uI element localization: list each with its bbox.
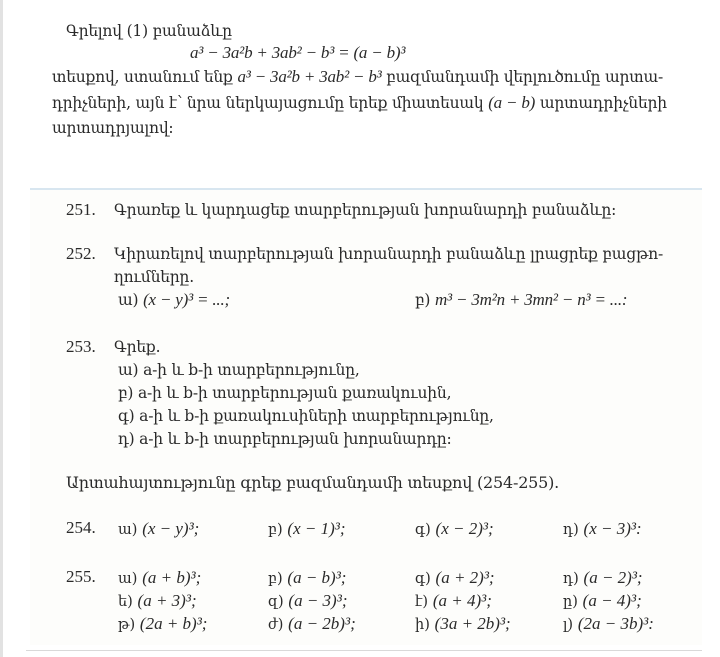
exercise-252-item-b — [415, 290, 627, 310]
item-expr: (x − 3)³: — [583, 519, 642, 538]
item-label: թ) — [118, 617, 136, 633]
exercise-255-item — [415, 568, 495, 588]
exercise-255-item — [268, 568, 346, 588]
item-expr: (a − 2)³; — [583, 568, 643, 587]
item-expr: (x − y)³ = ...; — [143, 290, 230, 309]
intro-line-4-expr: (a − b) — [488, 93, 536, 112]
item-label: գ) — [415, 522, 431, 538]
intro-line-3-expr: a³ − 3a²b + 3ab² − b³ — [237, 67, 382, 86]
item-expr: (a + 4)³; — [432, 591, 492, 610]
intro-line-4-post: արտադրիչների — [539, 94, 667, 112]
exercise-number-254: 254. — [66, 518, 96, 537]
exercise-255-item — [415, 591, 492, 611]
item-expr: (x − 2)³; — [435, 519, 494, 538]
item-label: բ) — [268, 522, 283, 538]
item-label: դ) — [563, 571, 579, 587]
intro-line-3-post: բազմանդամի վերլուծումը արտա- — [386, 68, 664, 86]
item-text: a-ի և b-ի տարբերության խորանարդը: — [139, 430, 452, 448]
item-label: գ) — [118, 407, 135, 425]
item-label: ա) — [118, 291, 139, 309]
exercise-253-item — [118, 407, 494, 425]
item-label: է) — [415, 594, 429, 610]
exercise-255-item — [268, 614, 356, 634]
item-expr: (x − 1)³; — [287, 519, 346, 538]
exercise-255-item — [118, 568, 201, 588]
item-label: ա) — [118, 571, 138, 587]
item-expr: (2a − 3b)³: — [577, 614, 654, 633]
intro-line-4-pre: դրիչների, այն է՝ նրա ներկայացումը երեք միատեսակ — [52, 94, 484, 112]
page-bottom-rule — [26, 650, 702, 651]
intro-line-5: արտադրյալով: — [52, 119, 174, 137]
intro-line-4 — [52, 93, 667, 113]
exercise-255-item — [563, 614, 654, 634]
exercise-253-item — [118, 384, 451, 402]
item-expr: (3a + 2b)³; — [434, 614, 511, 633]
exercise-255-item — [563, 568, 643, 588]
exercise-254-item — [118, 519, 199, 539]
exercise-254-item — [563, 519, 642, 539]
item-text: a-ի և b-ի քառակուսիների տարբերությունը, — [139, 407, 494, 425]
item-label: ա) — [118, 361, 139, 379]
item-expr: (2a + b)³; — [139, 614, 208, 633]
exercise-251-text: Գրառեք և կարդացեք տարբերության խորանարդի բանաձևը: — [114, 201, 617, 219]
item-expr: (a + b)³; — [142, 568, 202, 587]
item-label: ժ) — [268, 617, 284, 633]
item-expr: (a − 3)³; — [288, 591, 348, 610]
exercise-255-item — [268, 591, 347, 611]
exercise-255-item — [415, 614, 511, 634]
exercise-255-item — [118, 591, 197, 611]
item-expr: (a − b)³; — [287, 568, 347, 587]
intro-line-3-pre: տեսքով, ստանում ենք — [52, 68, 233, 86]
item-label: ի) — [415, 617, 430, 633]
item-expr: (a + 3)³; — [137, 591, 197, 610]
exercise-252-item-a — [118, 290, 230, 310]
item-label: զ) — [268, 594, 284, 610]
exercise-253-item — [118, 361, 360, 379]
item-label: բ) — [268, 571, 283, 587]
item-text: a-ի և b-ի տարբերությունը, — [143, 361, 360, 379]
exercise-number-255: 255. — [66, 567, 96, 586]
item-text: a-ի և b-ի տարբերության քառակուսին, — [137, 384, 452, 402]
exercise-252-text-1: Կիրառելով տարբերության խորանարդի բանաձևը լրացրեք բացթո- — [114, 245, 664, 263]
item-label: դ) — [118, 430, 135, 448]
intro-formula: a³ − 3a²b + 3ab² − b³ = (a − b)³ — [190, 43, 406, 62]
exercise-253-text: Գրեք. — [114, 338, 161, 356]
item-label: բ) — [415, 291, 431, 309]
item-label: լ) — [563, 617, 574, 633]
item-label: գ) — [415, 571, 431, 587]
item-expr: (a − 2b)³; — [288, 614, 356, 633]
exercise-255-item — [563, 591, 642, 611]
item-label: ե) — [118, 594, 133, 610]
exercise-number-253: 253. — [66, 337, 96, 356]
item-label: դ) — [563, 522, 579, 538]
intro-line-3 — [52, 67, 663, 87]
intro-line-1: Գրելով (1) բանաձևը — [66, 22, 232, 40]
exercise-253-item — [118, 430, 452, 448]
exercise-254-item — [268, 519, 346, 539]
exercise-252-text-2: ղումները. — [114, 268, 194, 286]
item-label: ը) — [563, 594, 578, 610]
item-expr: (a − 4)³; — [582, 591, 642, 610]
item-expr: (x − y)³; — [142, 519, 200, 538]
intro-section — [0, 0, 720, 180]
instruction-254-255: Արտահայտությունը գրեք բազմանդամի տեսքով (254-255). — [66, 473, 560, 492]
exercise-254-item — [415, 519, 494, 539]
exercise-255-item — [118, 614, 207, 634]
item-expr: m³ − 3m²n + 3mn² − n³ = ...: — [434, 290, 628, 309]
exercise-number-252: 252. — [66, 244, 96, 263]
item-expr: (a + 2)³; — [435, 568, 495, 587]
item-label: ա) — [118, 522, 138, 538]
item-label: բ) — [118, 384, 134, 402]
exercise-number-251: 251. — [66, 200, 96, 219]
